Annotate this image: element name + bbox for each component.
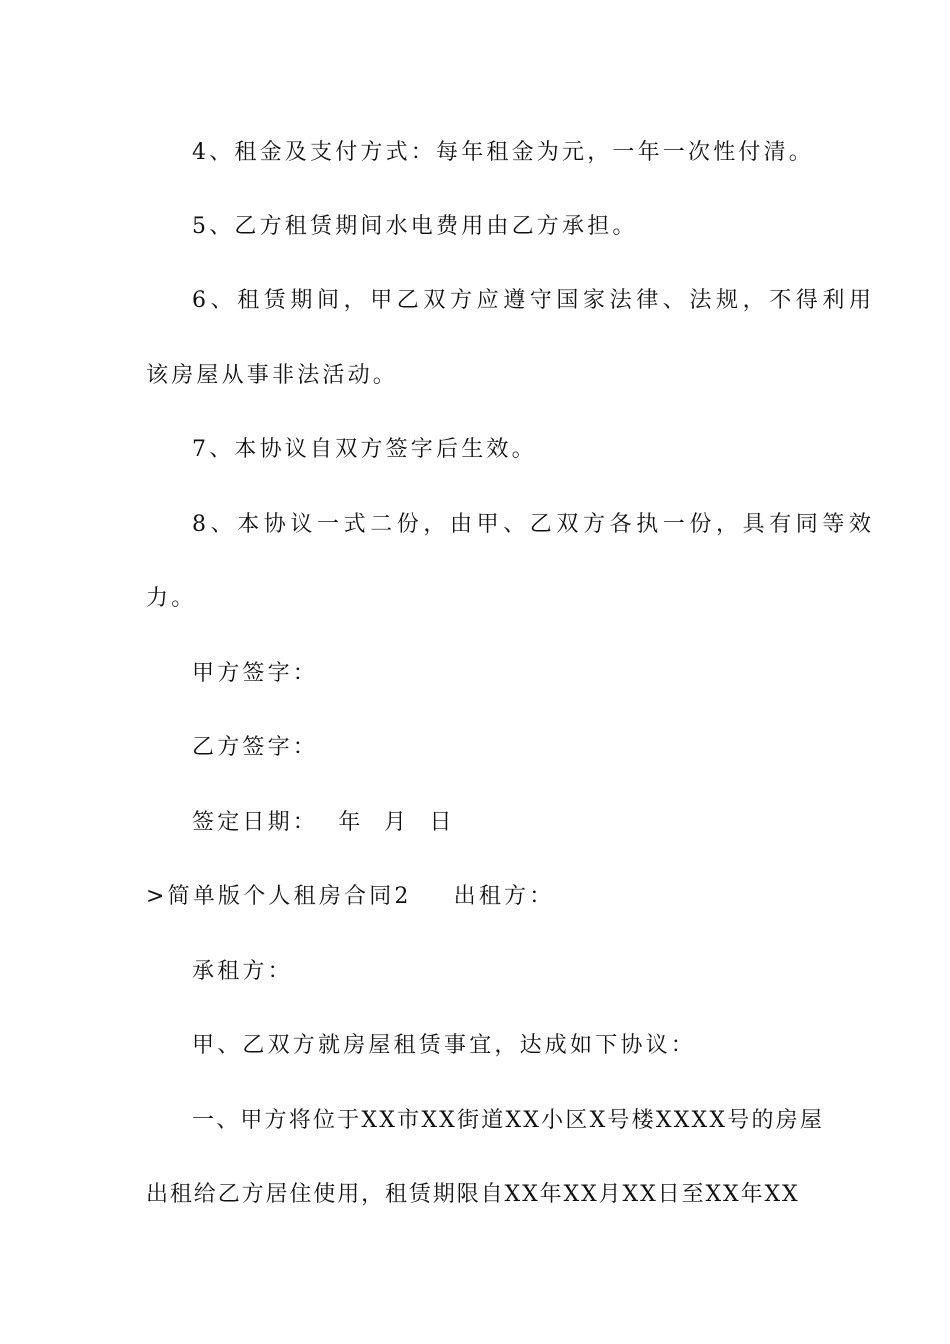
lessor-label: 出租方：	[453, 884, 555, 909]
paragraph-law-compliance: 6、租赁期间，甲乙双方应遵守国家法律、法规，不得利用	[192, 288, 876, 313]
paragraph-effective: 7、本协议自双方签字后生效。	[192, 437, 537, 462]
section-heading-row	[146, 882, 810, 912]
paragraph-rent-payment: 4、租金及支付方式：每年租金为元，一年一次性付清。	[192, 140, 814, 165]
paragraph-copies: 8、本协议一式二份，由甲、乙双方各执一份，具有同等效	[192, 512, 876, 537]
paragraph-copies-cont: 力。	[146, 586, 197, 611]
paragraph-law-compliance-cont: 该房屋从事非法活动。	[146, 363, 399, 388]
party-a-signature-label: 甲方签字：	[192, 661, 319, 686]
clause-one: 一、甲方将位于XX市XX街道XX小区X号楼XXXX号的房屋	[192, 1108, 825, 1133]
clause-one-cont: 出租给乙方居住使用，租赁期限自XX年XX月XX日至XX年XX	[146, 1182, 800, 1207]
signing-date-label: 签定日期： 年 月 日	[192, 810, 455, 835]
agreement-intro: 甲、乙双方就房屋租赁事宜，达成如下协议：	[192, 1033, 697, 1058]
section-title: >简单版个人租房合同2	[146, 884, 412, 909]
paragraph-utilities: 5、乙方租赁期间水电费用由乙方承担。	[192, 214, 638, 239]
lessee-label: 承租方：	[192, 959, 293, 984]
party-b-signature-label: 乙方签字：	[192, 735, 319, 760]
